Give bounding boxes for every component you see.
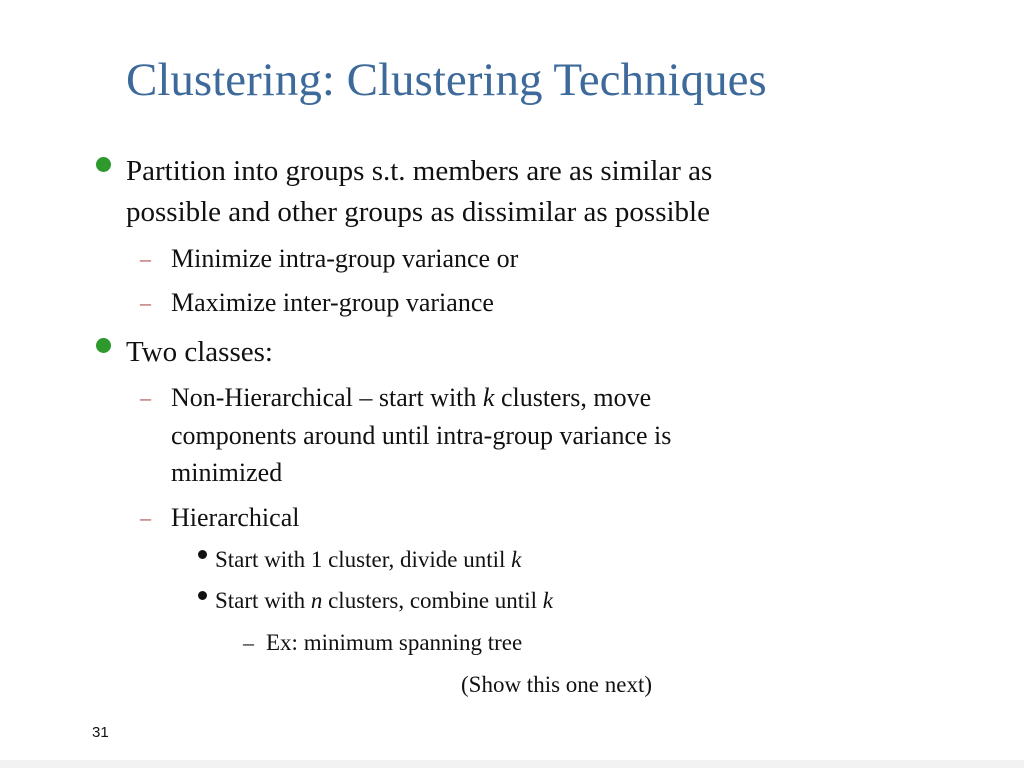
dash-icon: – bbox=[140, 290, 151, 315]
hier-item-divide bbox=[215, 545, 521, 575]
sub-bullet-nonhierarchical-line-1 bbox=[171, 380, 651, 416]
dash-icon: – bbox=[140, 385, 151, 410]
sub-bullet-maximize: Maximize inter-group variance bbox=[171, 288, 494, 317]
bullet-icon bbox=[96, 338, 111, 353]
sub-bullet-minimize: Minimize intra-group variance or bbox=[171, 244, 519, 273]
slide-number: 31 bbox=[92, 724, 109, 741]
small-bullet-icon bbox=[198, 550, 207, 559]
bullet-icon bbox=[96, 157, 111, 172]
hier-item-2-pre: Start with bbox=[215, 588, 311, 613]
bullet-1-line-2: possible and other groups as dissimilar as possible bbox=[126, 196, 710, 228]
sub-bullet-nonhierarchical-line-2: components around until intra-group variance is bbox=[171, 421, 672, 450]
nonhier-text-pre: Non-Hierarchical – start with bbox=[171, 383, 483, 412]
variable-n: n bbox=[310, 588, 323, 613]
slide-title: Clustering: Clustering Techniques bbox=[126, 54, 767, 106]
dash-icon: – bbox=[140, 246, 151, 271]
variable-k: k bbox=[482, 383, 495, 412]
nonhier-text-post: clusters, move bbox=[494, 383, 652, 412]
hier-item-1-text: Start with 1 cluster, divide until bbox=[215, 547, 512, 572]
show-next-note: (Show this one next) bbox=[461, 672, 653, 697]
small-bullet-icon bbox=[198, 591, 207, 600]
bullet-1-line-1: Partition into groups s.t. members are as similar as bbox=[126, 155, 713, 187]
dash-icon: – bbox=[140, 505, 151, 530]
variable-k: k bbox=[511, 547, 522, 572]
example-mst: Ex: minimum spanning tree bbox=[266, 630, 523, 655]
hier-item-combine bbox=[215, 586, 553, 616]
sub-bullet-hierarchical: Hierarchical bbox=[171, 503, 300, 532]
bullet-2-label: Two classes: bbox=[126, 336, 273, 368]
variable-k: k bbox=[542, 588, 553, 613]
bottom-border bbox=[0, 760, 1024, 768]
dash-icon: – bbox=[243, 630, 254, 655]
hier-item-2-mid: clusters, combine until bbox=[322, 588, 543, 613]
sub-bullet-nonhierarchical-line-3: minimized bbox=[171, 458, 283, 487]
